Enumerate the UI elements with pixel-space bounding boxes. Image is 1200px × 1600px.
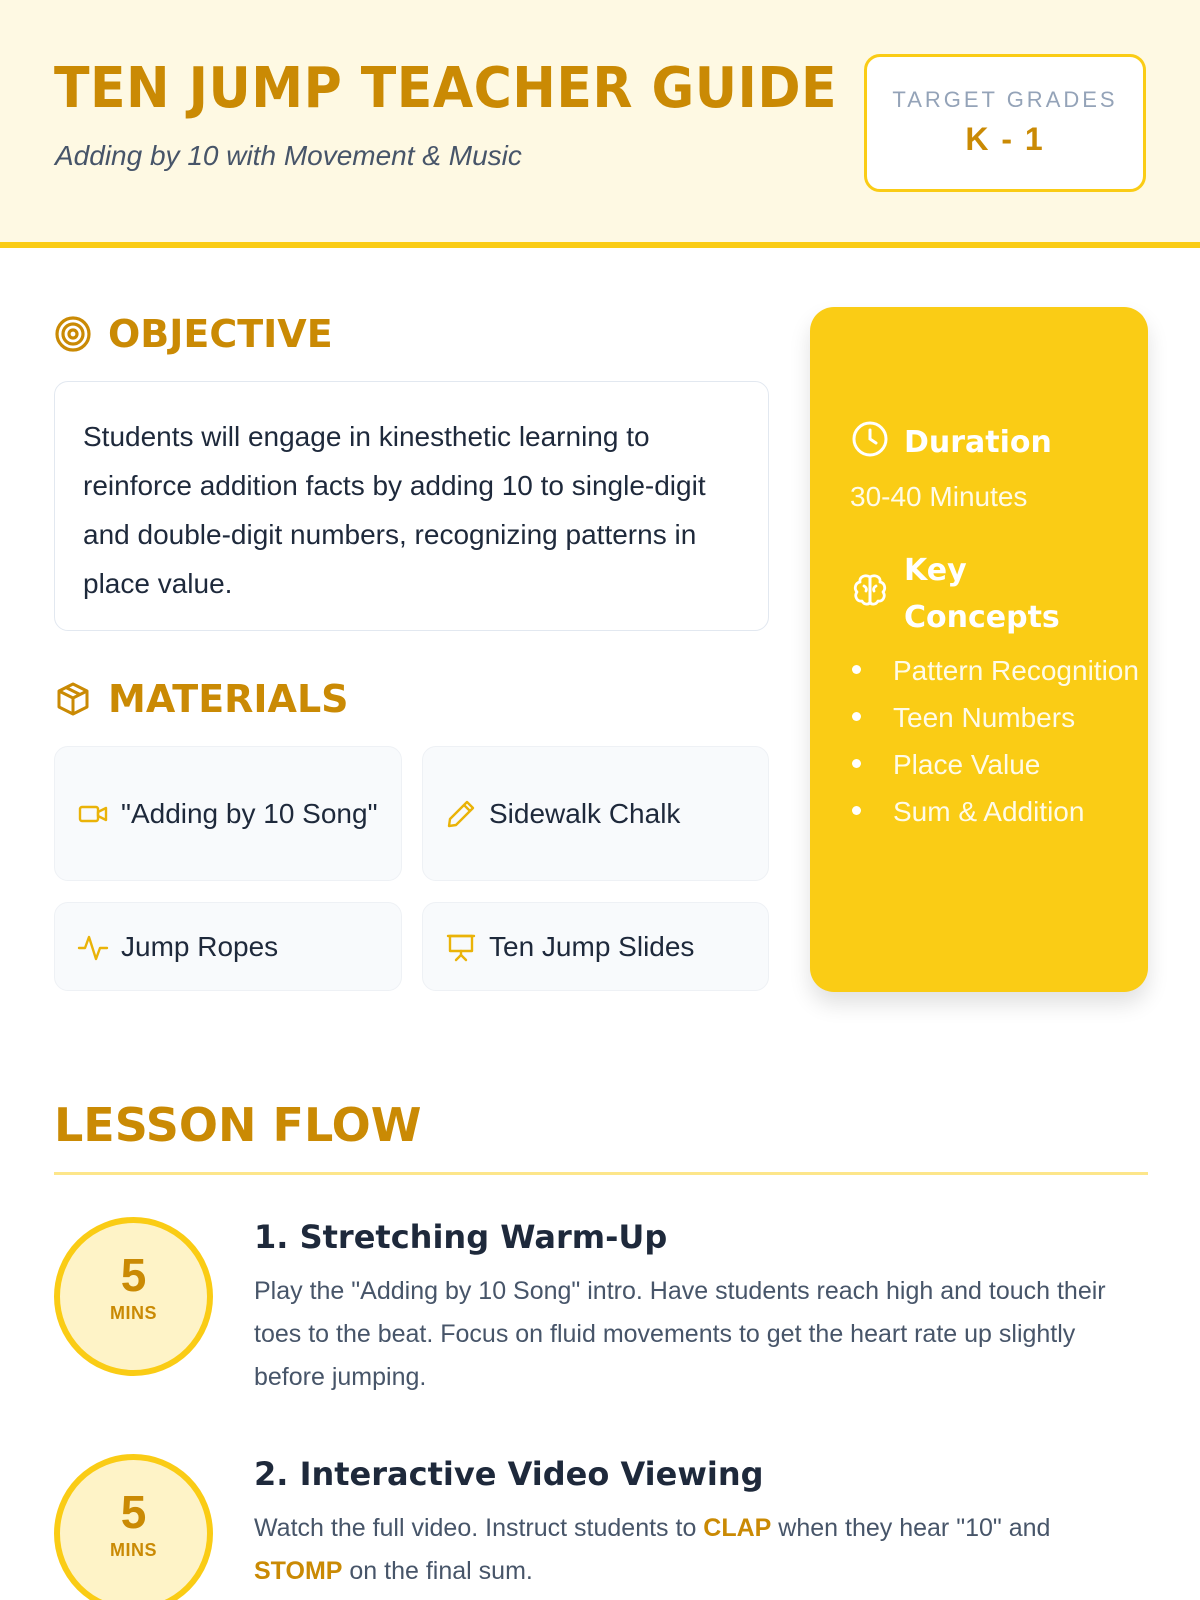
material-item: [54, 902, 402, 991]
step-minutes: 5: [120, 1249, 147, 1301]
concept-label: Sum & Addition: [893, 796, 1085, 827]
pencil-icon: [445, 798, 477, 830]
target-grades-label: TARGET GRADES: [892, 87, 1118, 112]
concept-item: [850, 647, 1140, 694]
material-label: Sidewalk Chalk: [489, 798, 681, 829]
objective-heading: [54, 312, 333, 356]
step-minutes-unit: MINS: [110, 1303, 157, 1323]
activity-icon: [77, 931, 109, 963]
key-concepts-list: [850, 647, 1140, 835]
step-minutes-unit: MINS: [110, 1540, 157, 1560]
concept-label: Pattern Recognition: [893, 655, 1139, 686]
key-concepts-label: [904, 547, 1060, 641]
step-title: 2. Interactive Video Viewing: [254, 1455, 764, 1493]
step-description: Play the "Adding by 10 Song" intro. Have students reach high and touch their toes to the beat. Focus on fluid movements to get the heart rate up slightly before jumping.: [254, 1277, 1106, 1391]
step-text: when they hear "10" and: [771, 1514, 1051, 1542]
step-duration-badge: [54, 1454, 213, 1600]
video-icon: [77, 798, 109, 830]
concept-label: Place Value: [893, 749, 1041, 780]
key-concepts-label-line-2: Concepts: [904, 600, 1060, 635]
presentation-icon: [445, 931, 477, 963]
material-item: [422, 746, 769, 881]
key-concepts-label-line-1: Key: [904, 553, 967, 588]
objective-heading-text: OBJECTIVE: [108, 312, 333, 356]
step-minutes: 5: [120, 1486, 147, 1538]
page-subtitle: Adding by 10 with Movement & Music: [55, 140, 522, 171]
duration-value: 30-40 Minutes: [850, 481, 1028, 512]
material-item: [422, 902, 769, 991]
materials-heading-text: MATERIALS: [108, 677, 349, 721]
concept-item: [850, 694, 1140, 741]
duration-label: Duration: [904, 425, 1052, 460]
target-grades-value: K - 1: [965, 121, 1045, 157]
step-duration-badge: [54, 1217, 213, 1376]
section-divider: [54, 1172, 1148, 1175]
clock-icon: [850, 419, 890, 459]
target-grades-card: [864, 54, 1146, 192]
step-text: on the final sum.: [342, 1557, 533, 1585]
brain-icon: [850, 570, 890, 610]
box-icon: [54, 680, 92, 718]
materials-heading: [54, 677, 349, 721]
material-label: Ten Jump Slides: [489, 931, 695, 962]
concept-item: [850, 741, 1140, 788]
concept-label: Teen Numbers: [893, 702, 1076, 733]
duration-heading: [850, 419, 1052, 466]
lesson-flow-heading: LESSON FLOW: [54, 1098, 422, 1152]
step-highlight: CLAP: [703, 1514, 772, 1542]
target-icon: [54, 315, 92, 353]
step-text: Watch the full video. Instruct students to: [254, 1514, 704, 1542]
step-highlight: STOMP: [254, 1557, 343, 1585]
material-label: "Adding by 10 Song": [121, 798, 378, 829]
header: [0, 0, 1200, 248]
key-concepts-heading: [850, 547, 1060, 641]
concept-item: [850, 788, 1140, 835]
objective-box: Students will engage in kinesthetic learning to reinforce addition facts by adding 10 to single-digit and double-digit numbers, recognizing patterns in place value.: [54, 381, 769, 631]
material-item: [54, 746, 402, 881]
step-title: 1. Stretching Warm-Up: [254, 1218, 668, 1256]
step-description: [254, 1507, 1144, 1593]
page-title: TEN JUMP TEACHER GUIDE: [54, 56, 838, 121]
lesson-info-sidebar: [810, 307, 1148, 992]
material-label: Jump Ropes: [121, 931, 279, 962]
